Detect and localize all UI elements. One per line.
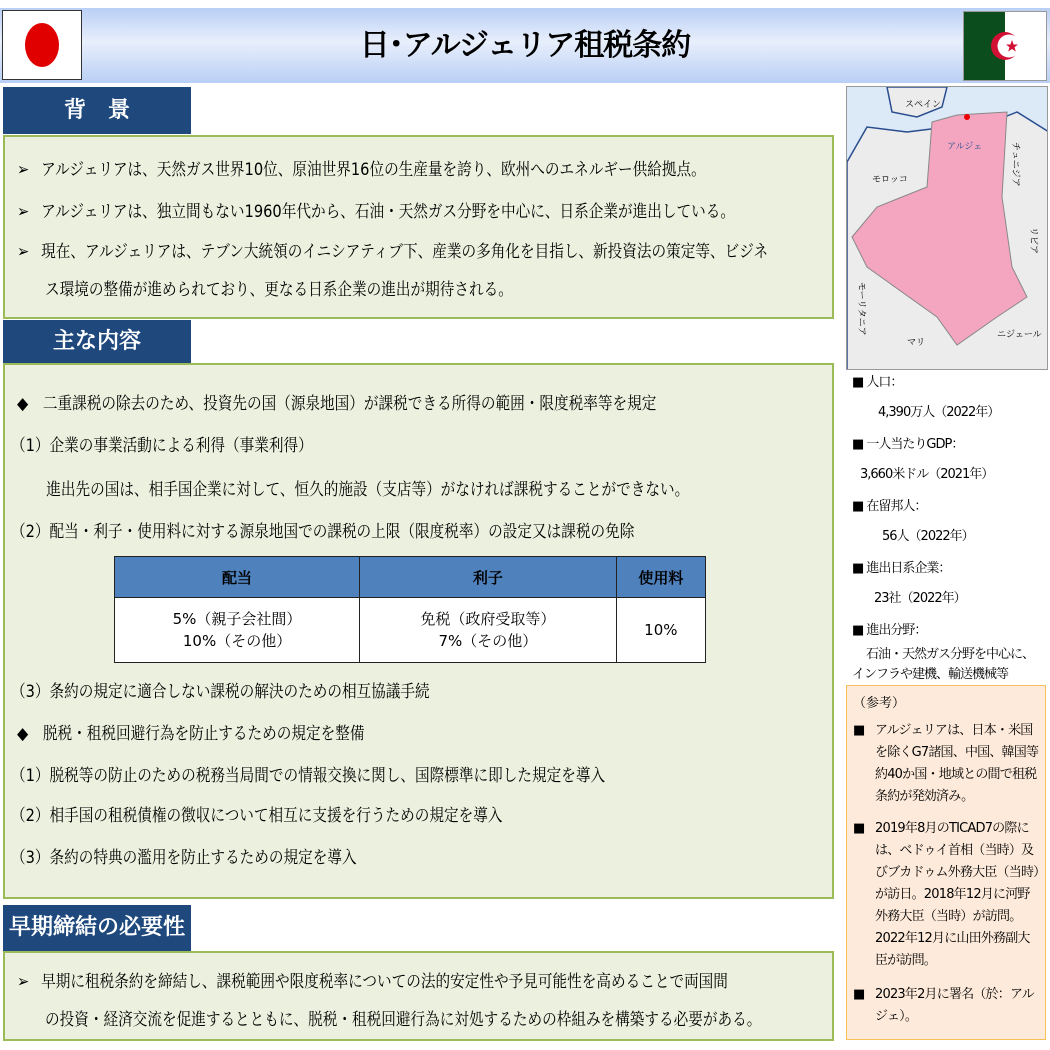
stat-value: 56人（2022年） [882,529,974,544]
arrow-bullet-icon: ➢ [17,202,30,222]
stat-value: 3,660米ドル（2021年） [860,467,994,482]
reference-item: 2023年2月に署名（於：アルジェ）。 [875,987,1034,1024]
stat-value: 23社（2022年） [874,591,966,606]
square-bullet-icon: ■ [852,499,867,514]
stat-label: 進出日系企業： [866,561,951,576]
necessity-text: 早期に租税条約を締結し、課税範囲や限度税率についての法的安定性や予見可能性を高めることで両国間 [41,972,728,992]
main-line: 進出先の国は、相手国企業に対して、恒久的施設（支店等）がなければ課税することができない。 [17,480,690,500]
necessity-text: の投資・経済交流を促進するとともに、脱税・租税回避行為に対処するための枠組みを構築する必要がある。 [45,1010,762,1030]
table-header: 配当 [115,557,360,598]
page-title: 日･アルジェリア租税条約 [359,28,691,63]
table-header: 利子 [360,557,617,598]
background-bullet: 現在、アルジェリアは、テブン大統領のイニシアティブ下、産業の多角化を目指し、新投資法の策定等、ビジネ [41,242,769,262]
map-label: アルジェ [947,142,983,152]
main-line: （2）相手国の租税債権の徴収について相互に支援を行うための規定を導入 [11,806,503,826]
necessity-box [3,951,834,1041]
map-label: マリ [907,338,926,348]
main-line: ◆ 脱税・租税回避行為を防止するための規定を整備 [17,724,365,744]
main-line: （1）脱税等の防止のための税務当局間での情報交換に関し、国際標準に即した規定を導入 [11,766,606,786]
map-label: スペイン [905,100,942,110]
tax-rate-table [114,556,706,663]
reference-item: 2019年8月のTICAD7の際には、ベドゥイ首相（当時）及びブカドゥム外務大臣（当時）が訪日。2018年12月に河野外務大臣（当時）が訪問。2022年12月に山田外務副大臣が訪問。 [875,821,1039,968]
main-line: ◆ 二重課税の除去のため、投資先の国（源泉地国）が課税できる所得の範囲・限度税率等を規定 [17,394,657,414]
stat-value: 石油・天然ガス分野を中心に、 [866,647,1035,662]
main-line: （2）配当・利子・使用料に対する源泉地国での課税の上限（限度税率）の設定又は課税の免除 [11,522,635,542]
table-cell: 免税（政府受取等） 7%（その他） [360,598,617,663]
arrow-bullet-icon: ➢ [17,242,30,262]
stat-label: 一人当たりGDP： [866,437,964,452]
background-heading: 背 景 [3,87,191,134]
main-line: （3）条約の規定に適合しない課税の解決のための相互協議手続 [11,682,430,702]
table-header: 使用料 [616,557,705,598]
reference-box [846,685,1046,1040]
background-bullet-cont: ス環境の整備が進められており、更なる日系企業の進出が期待される。 [45,280,513,300]
square-bullet-icon: ■ [853,723,865,738]
map-label: チュニジア [1010,142,1020,187]
stat-value: インフラや建機、輸送機械等 [852,667,1009,682]
square-bullet-icon: ■ [853,987,865,1002]
background-bullet: アルジェリアは、天然ガス世界10位、原油世界16位の生産量を誇り、欧州へのエネルギー供給拠点。 [41,160,706,180]
reference-heading: （参考） [853,696,906,711]
stat-label: 在留邦人： [866,499,927,514]
main-content-heading: 主な内容 [3,320,191,363]
map-label: ニジェール [997,330,1042,340]
algeria-map [846,86,1048,370]
background-box [3,135,834,319]
square-bullet-icon: ■ [852,561,867,576]
square-bullet-icon: ■ [853,821,865,836]
stat-value: 4,390万人（2022年） [878,405,1000,420]
arrow-bullet-icon: ➢ [17,160,30,180]
square-bullet-icon: ■ [852,375,867,390]
main-content-box [3,363,834,899]
necessity-heading: 早期締結の必要性 [3,905,191,951]
algeria-flag-icon [963,11,1047,81]
table-cell: 10% [616,598,705,663]
table-cell: 5%（親子会社間） 10%（その他） [115,598,360,663]
background-bullet: アルジェリアは、独立間もない1960年代から、石油・天然ガス分野を中心に、日系企業が進出している。 [41,202,735,222]
square-bullet-icon: ■ [852,623,867,638]
reference-item: アルジェリアは、日本・米国を除くG7諸国、中国、韓国等約40か国・地域との間で租税条約が発効済み。 [875,723,1039,804]
main-line: （3）条約の特典の濫用を防止するための規定を導入 [11,848,357,868]
stat-label: 人口： [866,375,903,390]
arrow-bullet-icon: ➢ [17,972,30,992]
main-line: （1）企業の事業活動による利得（事業利得） [11,436,313,456]
map-label: リビア [1028,227,1038,255]
square-bullet-icon: ■ [852,437,867,452]
stat-label: 進出分野： [866,623,927,638]
map-label: モーリタニア [856,282,866,336]
map-label: モロッコ [872,175,908,185]
